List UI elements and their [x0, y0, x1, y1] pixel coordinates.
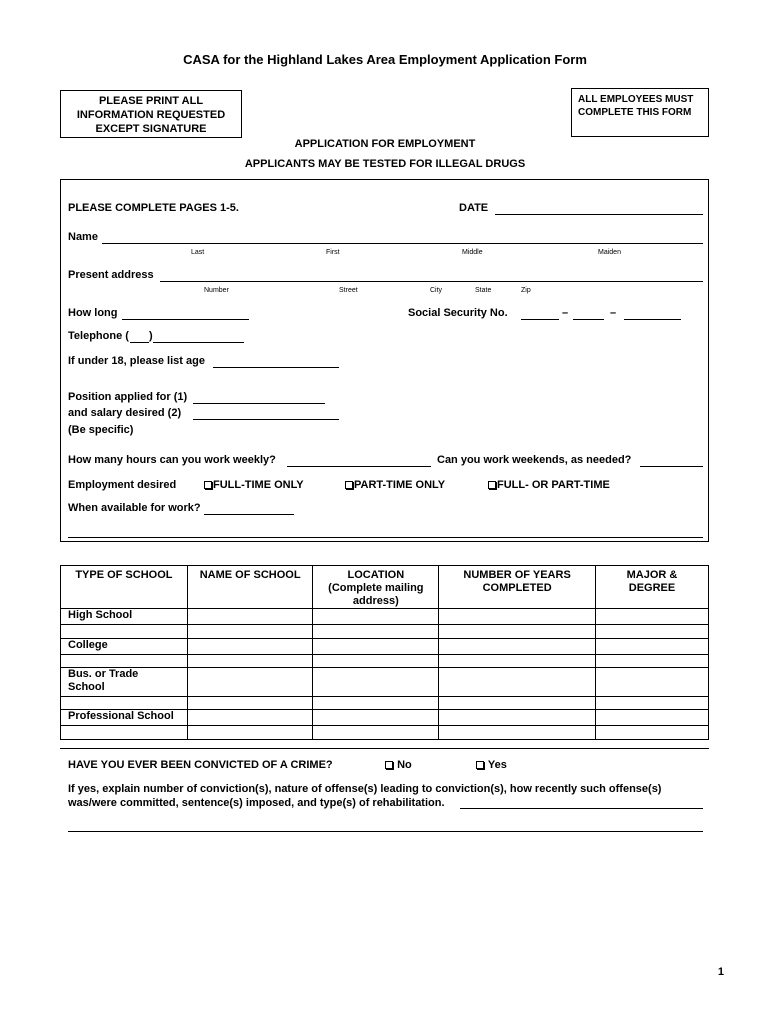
table-cell[interactable] [439, 697, 596, 710]
full-time-option[interactable] [204, 479, 304, 491]
table-cell[interactable] [596, 710, 709, 726]
table-cell[interactable] [61, 625, 188, 639]
date-field[interactable] [495, 201, 703, 215]
hours-label: How many hours can you work weekly? [68, 454, 276, 466]
row-label-trade-school [61, 668, 188, 697]
name-sub-middle: Middle [462, 249, 483, 256]
employees-notice-line: COMPLETE THIS FORM [578, 107, 692, 118]
table-cell[interactable] [313, 625, 439, 639]
name-sub-maiden: Maiden [598, 249, 621, 256]
address-sub-zip: Zip [521, 287, 531, 294]
table-cell[interactable] [187, 668, 313, 697]
crime-yes-option[interactable] [476, 759, 507, 771]
full-or-part-time-label: FULL- OR PART-TIME [497, 479, 610, 491]
crime-question: HAVE YOU EVER BEEN CONVICTED OF A CRIME? [68, 759, 333, 771]
table-row [61, 609, 709, 625]
available-extra-line[interactable] [68, 524, 703, 538]
table-cell[interactable] [596, 726, 709, 740]
ssn-field-3[interactable] [624, 306, 681, 320]
checkbox-icon[interactable] [345, 481, 353, 489]
available-field[interactable] [204, 501, 294, 515]
table-cell[interactable] [187, 697, 313, 710]
telephone-area-code-field[interactable] [130, 329, 149, 343]
crime-explain-field[interactable] [460, 795, 703, 809]
table-cell[interactable] [187, 625, 313, 639]
print-instruction-line: PLEASE PRINT ALL [98, 95, 204, 107]
employees-notice-line: ALL EMPLOYEES MUST [578, 94, 694, 105]
telephone-number-field[interactable] [153, 329, 244, 343]
table-row [61, 639, 709, 655]
table-cell[interactable] [313, 655, 439, 668]
table-cell[interactable] [439, 710, 596, 726]
table-cell[interactable] [596, 655, 709, 668]
ssn-separator: – [610, 307, 617, 319]
name-field[interactable] [102, 230, 703, 244]
employees-notice-box [571, 88, 709, 137]
education-table [60, 565, 709, 740]
how-long-field[interactable] [122, 306, 249, 320]
table-cell[interactable] [313, 697, 439, 710]
ssn-label: Social Security No. [408, 307, 508, 319]
table-row [61, 726, 709, 740]
print-instruction-line: INFORMATION REQUESTED [76, 109, 226, 121]
header-major-text: MAJOR & DEGREE [626, 569, 678, 594]
pages-note: PLEASE COMPLETE PAGES 1-5. [68, 202, 239, 214]
table-cell[interactable] [187, 639, 313, 655]
ssn-separator: – [562, 307, 569, 319]
part-time-label: PART-TIME ONLY [354, 479, 446, 491]
address-sub-number: Number [204, 287, 229, 294]
row-label-professional-school: Professional School [61, 710, 188, 726]
table-cell[interactable] [187, 655, 313, 668]
hours-field[interactable] [287, 453, 431, 467]
checkbox-icon[interactable] [385, 761, 393, 769]
name-label: Name [68, 231, 98, 243]
specific-label: (Be specific) [68, 424, 134, 436]
table-row [61, 668, 709, 697]
table-cell[interactable] [596, 668, 709, 697]
table-cell[interactable] [439, 639, 596, 655]
row-label-high-school: High School [61, 609, 188, 625]
under18-label: If under 18, please list age [68, 355, 205, 367]
crime-yes-label: Yes [487, 759, 507, 771]
table-cell[interactable] [439, 609, 596, 625]
table-cell[interactable] [313, 639, 439, 655]
ssn-field-2[interactable] [573, 306, 604, 320]
header-location-text: LOCATION (Complete mailing address) [328, 569, 424, 607]
table-row [61, 697, 709, 710]
address-label: Present address [68, 269, 154, 281]
header-major-degree [596, 566, 709, 609]
full-or-part-time-option[interactable] [488, 479, 610, 491]
how-long-label: How long [68, 307, 118, 319]
print-instruction-box [60, 90, 242, 138]
table-cell[interactable] [439, 625, 596, 639]
table-cell[interactable] [596, 639, 709, 655]
checkbox-icon[interactable] [204, 481, 212, 489]
address-sub-city: City [430, 287, 443, 294]
checkbox-icon[interactable] [476, 761, 484, 769]
crime-explain-extra-line[interactable] [68, 818, 703, 832]
telephone-paren: ) [149, 330, 153, 342]
position-label: Position applied for (1) [68, 391, 188, 403]
employment-desired-label: Employment desired [68, 479, 177, 491]
header-location [313, 566, 439, 609]
table-cell[interactable] [439, 668, 596, 697]
address-sub-street: Street [339, 287, 358, 294]
table-row [61, 710, 709, 726]
table-row [61, 655, 709, 668]
age-field[interactable] [213, 354, 339, 368]
table-cell[interactable] [313, 726, 439, 740]
name-sub-first: First [326, 249, 340, 256]
row-label-college: College [61, 639, 188, 655]
table-cell[interactable] [187, 726, 313, 740]
full-time-label: FULL-TIME ONLY [213, 479, 304, 491]
crime-explain-text: If yes, explain number of conviction(s), nature of offense(s) leading to conviction(s), how recently such offense(s) [68, 783, 662, 795]
telephone-label: Telephone ( [68, 330, 129, 342]
table-cell[interactable] [61, 655, 188, 668]
address-field[interactable] [160, 268, 703, 282]
table-cell[interactable] [313, 609, 439, 625]
table-header-row [61, 566, 709, 609]
position-field-1[interactable] [193, 390, 325, 404]
crime-no-option[interactable] [385, 759, 412, 771]
table-cell[interactable] [61, 726, 188, 740]
table-cell[interactable] [187, 609, 313, 625]
table-cell[interactable] [187, 710, 313, 726]
table-cell[interactable] [439, 726, 596, 740]
ssn-field-1[interactable] [521, 306, 559, 320]
trade-school-text: Bus. or Trade School [68, 668, 139, 693]
table-cell[interactable] [439, 655, 596, 668]
crime-no-label: No [397, 759, 412, 771]
header-years-completed [439, 566, 596, 609]
checkbox-icon[interactable] [488, 481, 496, 489]
table-cell[interactable] [596, 697, 709, 710]
application-subtitle: APPLICATION FOR EMPLOYMENT [294, 138, 476, 150]
crime-explain-text-2: was/were committed, sentence(s) imposed, and type(s) of rehabilitation. [68, 797, 445, 809]
section-divider [60, 748, 709, 749]
table-cell[interactable] [313, 668, 439, 697]
table-cell[interactable] [61, 697, 188, 710]
print-instruction-line: EXCEPT SIGNATURE [95, 123, 207, 135]
position-field-2[interactable] [193, 406, 339, 420]
part-time-option[interactable] [345, 479, 445, 491]
name-sub-last: Last [191, 249, 205, 256]
date-label: DATE [459, 202, 489, 214]
page-title: CASA for the Highland Lakes Area Employment Application Form [183, 52, 587, 67]
table-cell[interactable] [596, 609, 709, 625]
available-label: When available for work? [68, 502, 201, 514]
header-years-text: NUMBER OF YEARS COMPLETED [463, 569, 571, 594]
table-row [61, 625, 709, 639]
drug-test-notice: APPLICANTS MAY BE TESTED FOR ILLEGAL DRUGS [244, 158, 526, 170]
page-number: 1 [717, 966, 724, 978]
table-cell[interactable] [596, 625, 709, 639]
table-cell[interactable] [313, 710, 439, 726]
header-name-of-school: NAME OF SCHOOL [187, 566, 313, 609]
weekends-field[interactable] [640, 453, 703, 467]
salary-label: and salary desired (2) [68, 407, 182, 419]
header-type-of-school: TYPE OF SCHOOL [61, 566, 188, 609]
address-sub-state: State [475, 287, 492, 294]
weekends-label: Can you work weekends, as needed? [437, 454, 632, 466]
